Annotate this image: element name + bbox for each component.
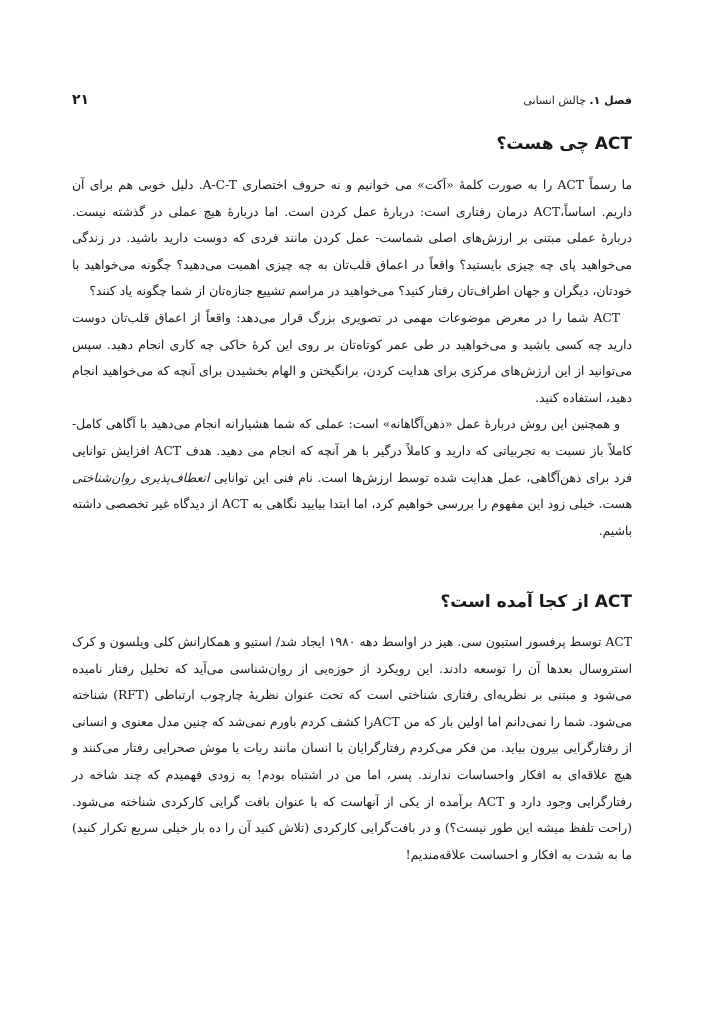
- section-where-act-came-from: [72, 629, 632, 868]
- section-heading-what-is-act: ACT چی هست؟: [496, 134, 632, 154]
- chapter-title: چالش انسانی: [523, 94, 586, 107]
- section-what-is-act: [72, 172, 632, 544]
- section-heading-where-act-came-from: ACT از کجا آمده است؟: [440, 592, 632, 612]
- paragraph: ما رسماً ACT را به صورت کلمهٔ «اَکت» می خوانیم و نه حروف اختصاری A-C-T. دلیل خوبی هم برای آن داریم. اساساً،ACT درمان رفتاری است: دربارهٔ عمل کردن است. اما دربارهٔ هیچ عملی در گذشته نیست. دربارهٔ عملی مبتنی بر ارزش‌های اصلی شماست- عمل کردن مانند فردی که دوست دارید باشید. در زندگی می‌خواهید پای چه چیزی بایستید؟ واقعاً در اعماق قلب‌تان به چه چیزی اهمیت می‌دهید؟ چگونه می‌خواهید با خودتان، دیگران و جهان اطراف‌تان رفتار کنید؟ می‌خواهید در مراسم تشییع جنازه‌تان از شما چگونه یاد کنند؟: [72, 178, 633, 299]
- paragraph-text: هست. خیلی زود این مفهوم را بررسی خواهیم کرد، اما ابتدا بیایید نگاهی به ACT از دیدگاه غیر تخصصی داشته باشیم.: [72, 497, 632, 538]
- paragraph: ACT شما را در معرض موضوعات مهمی در تصویری بزرگ قرار می‌دهد: واقعاً از اعماق قلب‌تان دوست دارید چه کسی باشید و می‌خواهید در طی عمر کوتاه‌تان بر روی این کرهٔ خاکی چه کاری انجام دهید. سپس می‌توانید از این ارزش‌های مرکزی برای هدایت کردن، برانگیختن و الهام بخشیدن برای آنچه که می‌خواهید انجام دهید، استفاده کنید.: [72, 310, 632, 405]
- page-number: ۲۱: [72, 92, 90, 108]
- chapter-label: [523, 94, 632, 107]
- paragraph: [72, 411, 632, 544]
- paragraph-text: و همچنین این روش دربارهٔ عمل «ذهن‌آگاهانه» است: عملی که شما هشیارانه انجام می‌دهید با آگاهی کامل- کاملاً باز نسبت به تجربیاتی که دارید و کاملاً درگیر با هر آنچه که انجام می دهید. هدف ACT افزایش توانایی فرد برای ذهن‌آگاهی، عمل هدایت شده توسط ارزش‌ها است. نام فنی این توانایی: [72, 417, 632, 485]
- emphasized-term: انعطاف‌پذیری روان‌شناختی: [72, 470, 210, 485]
- paragraph: ACT توسط پرفسور استیون سی. هیز در اواسط دهه ۱۹۸۰ ایجاد شد/ استیو و همکارانش کلی ویلسون و کرک استروسال بعدها آن را توسعه دادند. این رویکرد از حوزه‌یی از روان‌شناسی می‌آید که تحلیل رفتار نامیده می‌شود و مبتنی بر نظریه‌ای رفتاری شناختی است که تحت عنوان نظریهٔ چارچوب ارتباطی (RFT) شناخته می‌شود. شما را نمی‌دانم اما اولین بار که من ACTرا کشف کردم باورم نمی‌شد که چنین مدل معنوی و انسانی از رفتارگرایی بیرون بیاید. من فکر می‌کردم رفتارگرایان با انسان مانند ربات یا موش صحرایی رفتار می‌کنند و هیچ علاقه‌ای به افکار واحساسات ندارند. پسر، اما من در اشتباه بودم! به زودی فهمیدم که چند شاخه در رفتارگرایی وجود دارد و ACT برآمده از یکی از آنهاست که با عنوان بافت گرایی کارکردی شناخته می‌شود. (راحت تلفظ میشه این طور نیست؟) و در بافت‌گرایی کارکردی (تلاش کنید آن را ده بار خیلی سریع تکرار کنید) ما به شدت به افکار و احساست علاقه‌مندیم!: [72, 635, 632, 862]
- chapter-number: فصل ۱.: [589, 94, 632, 107]
- running-head: [72, 92, 632, 112]
